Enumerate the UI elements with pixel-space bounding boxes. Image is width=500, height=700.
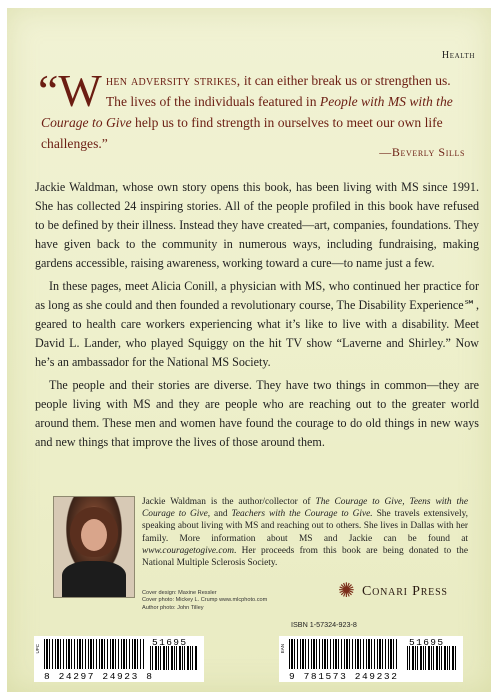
credit-author-photo: Author photo: John Tilley [142, 604, 204, 611]
upc-bars [44, 639, 144, 669]
author-photo [53, 496, 135, 598]
publisher-name: Conari Press [362, 584, 448, 599]
quote-open-mark: “ [38, 65, 59, 116]
upc-label: UPC [35, 644, 40, 654]
quote-attribution: —Beverly Sills [379, 145, 465, 159]
author-bio: Jackie Waldman is the author/collector of The Courage to Give, Teens with the Courage to Give, and Teachers with the Courage to Give. She travels extensively, speaking about living with MS and reaching out to others. She lives in Dallas with her family. More information about MS and Jackie can be found at www.couragetogive.com. Her proceeds from this book are being donated to the National Multiple Sclerosis Society. [142, 497, 469, 569]
credit-cover-photo: Cover photo: Mickey L. Crump www.mlcphoto.com [142, 597, 268, 604]
ean-addon-bars [407, 646, 457, 670]
description-paragraph-1: Jackie Waldman, whose own story opens this book, has been living with MS since 1991. She has collected 24 inspiring stories. All of the people profiled in this book have refused to be defined by their illness. Instead they have created—art, companies, foundations. They have given back to the community in numerous ways, including fundraising, making gardens accessible, raising awareness, working toward a cure—to name just a few. [35, 180, 479, 270]
description [35, 178, 479, 456]
book-back-cover [7, 8, 491, 692]
ean-digits: 9 781573 249232 [289, 671, 399, 682]
upc-addon-bars [150, 646, 198, 670]
description-paragraph-3: The people and their stories are diverse. They have two things in common—they are people living with MS and they are people who are reaching out to the greater world around them. These men and women have found the courage to do old things in new ways and new things that improve the lives of those around them. [35, 378, 479, 449]
bio-url: www.couragetogive.com [142, 545, 234, 556]
upc-digits: 8 24297 24923 8 [44, 671, 154, 682]
genre-label: Health [441, 50, 475, 61]
description-paragraph-2: In these pages, meet Alicia Conill, a physician with MS, who continued her practice for as long as she could and then founded a revolutionary course, The Disability Experience℠, geared to health care workers experiencing what it’s like to live with a disability. Meet David L. Lander, who played Squiggy on the hit TV show “Laverne and Shirley.” Now he’s an ambassador for the National MS Society. [35, 279, 479, 369]
credit-cover-design: Cover design: Maxine Ressler [142, 590, 217, 596]
ean-label: EAN [280, 644, 285, 654]
ean-addon-digits: 51695 [409, 637, 445, 648]
upc-barcode [34, 636, 204, 682]
publisher-logo [338, 581, 478, 603]
quote-lead-caps: hen adversity strikes, [105, 73, 241, 88]
cover-credits [142, 590, 322, 612]
sunburst-logo-icon: ✺ [338, 580, 355, 602]
blurb-quote [38, 65, 473, 154]
quote-dropcap: “W [38, 65, 102, 116]
upc-addon-digits: 51695 [152, 637, 188, 648]
bio-titles: The Courage to Give, Teens with the Courage to Give, [142, 497, 469, 520]
isbn-number: ISBN 1-57324-923-8 [291, 620, 357, 629]
ean-barcode [279, 636, 463, 682]
quote-text-end: help us to find strength in ourselves to meet our own life challenges.” [41, 115, 443, 151]
quote-book-title: People with MS with the Courage to Give [41, 94, 453, 130]
ean-bars [289, 639, 399, 669]
quote-text: it can either break us or strengthen us. The lives of the individuals featured in [105, 73, 451, 109]
bio-title-teachers: Teachers with the Courage to Give. [231, 509, 373, 520]
